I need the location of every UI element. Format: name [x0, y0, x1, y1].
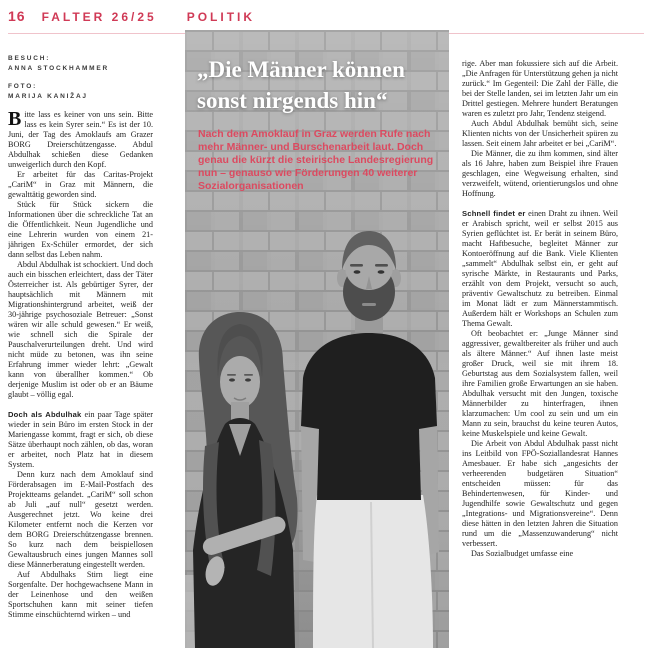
byline	[8, 55, 158, 111]
article-standfirst: Nach dem Amoklauf in Graz werden Rufe nach mehr Männer- und Burschenarbeit laut. Doch genau die kürzt die steirische Landesregierung nun – genauso wie Förderungen 40 weiterer Sozialorganisationen	[198, 128, 434, 192]
article-paragraph: Schnell findet er einen Draht zu ihnen. Weil er Arabisch spricht, weil er selbst 2015 aus Syrien geflüchtet ist. Er berät in seinem Büro, macht Haftbesuche, begleitet Männer zur Kontoeröffnung auf die Bank. Viele Klienten „sammelt“ Abdulhak selbst ein, er geht auf syrische Märkte, in Restaurants und Parks, erzählt von dem Projekt, versucht so auch, präventiv Gewaltschutz zu betreiben. Einmal im Monat lädt er zum Männerstammtisch. Außerdem hält er Workshops an Schulen zum Thema Gewalt.	[462, 209, 618, 328]
article-paragraph: Das Sozialbudget umfasse eine	[471, 549, 574, 558]
masthead-title: FALTER 26/25	[41, 10, 157, 24]
article-photo	[185, 30, 449, 648]
article-paragraph: Oft beobachtet er: „Junge Männer sind aggressiver, gewaltbereiter als früher und auch als ältere Männer.“ Auf ihnen laste meist großer Druck, weil sie mit ihrem 18. Geburtstag aus dem Sozialsystem fallen, weil ihre Familien große Erwartungen an sie haben. Abdulhak versucht mit den Jungen, toxische Männerbilder zu hinterfragen, ihnen klarzumachen: Um cool zu sein und um ein Mann zu sein, brauchst du keine teuren Autos, keine Muskelspiele und keine Gewalt.	[462, 329, 618, 438]
article-right-column	[462, 59, 618, 648]
byline-visit	[8, 55, 158, 72]
article-paragraph: Stück für Stück sickern die Informationen über die schreckliche Tat an die Öffentlichkeit. Neun Jugendliche und eine Lehrerin wurden von einem 21-jährigen Ex-Schüler ermordet, der sich dann selbst das Leben nahm.	[8, 200, 153, 259]
article-paragraph: Auch Abdul Abdulhak bemüht sich, seine Klienten nichts von der Unsicherheit spüren zu lassen. Seit einem Jahr arbeitet er bei „CariM“.	[462, 119, 618, 148]
section-label: POLITIK	[186, 10, 256, 24]
article-paragraph: Er arbeitet für das Caritas-Projekt „CariM“ in Graz mit Männern, die gewalttätig geworden sind.	[8, 170, 153, 199]
article-paragraph: rige. Aber man fokussiere sich auf die Arbeit. „Die Anfragen für Unterstützung gehen ja nicht zurück.“ Im Gegenteil: Die Zahl der Fälle, die bei der Stelle landen, sei im letzten Jahr um ein Drittel gestiegen. Mehrere hundert Beratungen waren es zuletzt pro Jahr, Tendenz steigend.	[462, 59, 618, 118]
article-paragraph: Die Männer, die zu ihm kommen, sind älter als 16 Jahre, haben zum Beispiel ihre Frauen geschlagen, eine Wegweisung erhalten, sind verzweifelt, wütend, orientierungslos und ohne Hoffnung.	[462, 149, 618, 198]
article-left-column	[8, 110, 153, 648]
article-paragraph: Auf Abdulhaks Stirn liegt eine Sorgenfalte. Der hochgewachsene Mann in der Leinenhose und den weißen Sportschuhen kann mit seiner tiefen Stimme einschüchternd wirken – und	[8, 570, 153, 619]
byline-visit-label: BESUCH:	[8, 55, 51, 62]
headline-line-2: sonst nirgends hin“	[197, 88, 388, 113]
article-paragraph: Doch als Abdulhak ein paar Tage später wieder in sein Büro im ersten Stock in der Mariengasse kommt, fragt er sich, ob diese Sätze überhaupt noch zählen, ob das, woran er arbeitet, noch Platz hat in diesem System.	[8, 410, 153, 469]
article-paragraph: Die Arbeit von Abdul Abdulhak passt nicht ins Leitbild von FPÖ-Soziallandesrat Hannes Amesbauer. Er habe sich „angesichts der verheerenden budgetären Situation“ entscheiden müssen: für das Behindertenwesen, für Kinder- und Jugendhilfe sowie Gewaltschutz und gegen „Integrations- und Migrationsvereine“. Denn diese hätten in den letzten Jahren die Situation rund um die „Massenzuwanderung“ nicht verbessert.	[462, 439, 618, 548]
byline-photo	[8, 83, 158, 100]
paragraph-lead-in: Schnell findet er	[462, 209, 526, 218]
article-paragraph: Abdul Abdulhak ist schockiert. Und doch auch ein bisschen erleichtert, dass der Täter Österreicher ist. Als gebürtiger Syrer, der hauptsächlich mit Männern mit Migrationshintergrund arbeitet, weiß der 30-jährige psychosoziale Betreuer: „Sonst wären wir alle schuld gewesen.“ Er weiß, wie schnell sich die Spirale der Pauschalverurteilungen dreht. Und wird nicht müde zu betonen, was ihn seine Erfahrung immer wieder lehrt: „Gewalt kann von überallher kommen.“ Ob derjenige Muslim ist oder ob er an Bäume glaubt – völlig egal.	[8, 260, 153, 399]
article-paragraph: Bitte lass es keiner von uns sein. Bitte lass es kein Syrer sein.“ Es ist der 10. Juni, der Tag des Amoklaufs am Grazer BORG Dreierschützengasse. Abdul Abdulhak schießen diese Gedanken unweigerlich durch den Kopf.	[8, 110, 153, 169]
page-number: 16	[8, 8, 26, 24]
paragraph-lead-in: Doch als Abdulhak	[8, 410, 82, 419]
article-headline	[197, 54, 441, 116]
portrait-photo-illustration	[185, 30, 449, 648]
article-paragraph: Denn kurz nach dem Amoklauf sind Förderabsagen im E-Mail-Postfach des Projektteams gelandet. „CariM“ soll schon ab Juli „auf null“ gesetzt werden. Ausgerechnet jetzt. Wo keine drei Kilometer entfernt noch die Kerzen vor dem BORG Dreierschützengasse brennen. So kurz nach dem beispiellosen Gewaltausbruch eines jungen Mannes soll diese Männerberatung eingestellt werden.	[8, 470, 153, 569]
byline-visit-name: ANNA STOCKHAMMER	[8, 65, 110, 72]
page-header	[8, 8, 641, 24]
byline-photo-name: MARIJA KANIŽAJ	[8, 93, 88, 100]
headline-line-1: „Die Männer können	[197, 57, 405, 82]
byline-photo-label: FOTO:	[8, 83, 38, 90]
drop-cap: B	[8, 110, 22, 130]
